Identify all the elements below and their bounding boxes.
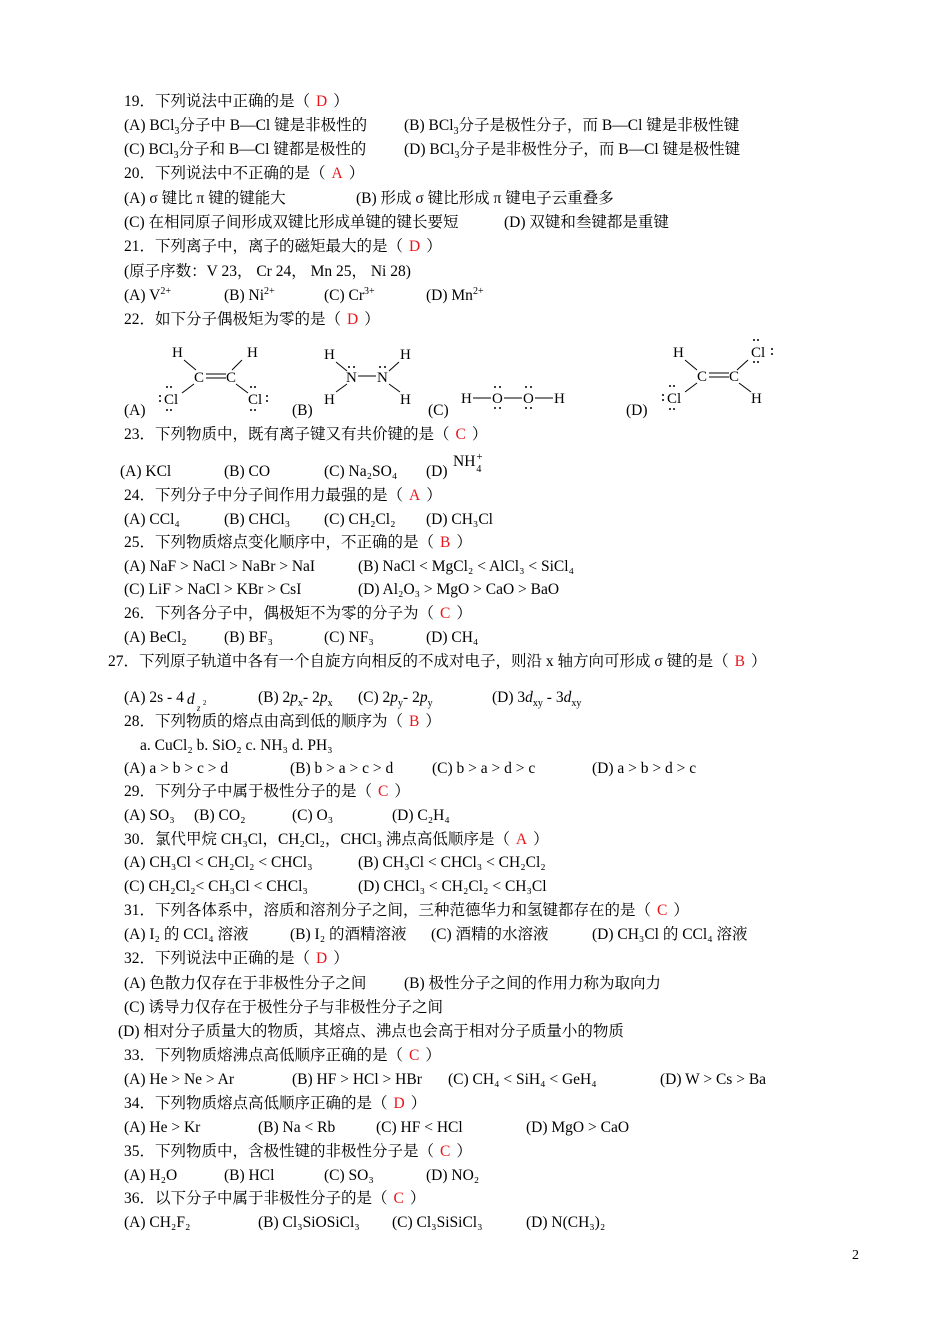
q34-option-c: (C) HF < HCl — [376, 1119, 463, 1136]
structure-d — [655, 335, 785, 415]
q22-answer: D — [347, 311, 359, 328]
q23-option-a: (A) KCl — [120, 463, 172, 480]
q32-option-c: (C) 诱导力仅存在于极性分子与非极性分子之间 — [124, 999, 444, 1016]
q26-answer: C — [440, 605, 451, 622]
q25-option-a: (A) NaF > NaCl > NaBr > NaI — [124, 558, 316, 575]
q28-items: a. CuCl₂ b. SiO₂ c. NH₃ d. PH₃ — [140, 737, 333, 754]
q33-option-d: (D) W > Cs > Ba — [660, 1071, 767, 1088]
q36-answer: C — [393, 1190, 404, 1207]
q28-option-c: (C) b > a > d > c — [432, 760, 536, 777]
struct-c-h2: H — [554, 391, 565, 407]
q25-answer: B — [440, 534, 451, 551]
q28-option-a: (A) a > b > c > d — [124, 760, 229, 777]
q23-stem: 23．下列物质中，既有离子键又有共价键的是（ C ） — [124, 426, 488, 443]
q31-option-b: (B) I₂ 的酒精溶液 — [290, 926, 407, 943]
q30-answer: A — [515, 831, 528, 848]
q31-option-d: (D) CH₃Cl 的 CCl₄ 溶液 — [592, 926, 748, 943]
struct-a-h1: H — [172, 345, 183, 361]
q33-option-c: (C) CH₄ < SiH₄ < GeH₄ — [448, 1071, 597, 1088]
q22-option-b-label: (B) — [292, 402, 313, 419]
q36-option-b: (B) Cl₃SiOSiCl₃ — [258, 1214, 360, 1231]
structure-b — [318, 340, 428, 415]
struct-d-cl2: Cl — [751, 345, 766, 361]
q29-option-d: (D) C₂H₄ — [392, 807, 450, 824]
q26-option-b: (B) BF₃ — [224, 629, 273, 646]
q20-option-a: (A) σ 键比 π 键的键能大 — [124, 190, 286, 207]
struct-d-h2: H — [751, 391, 762, 407]
q24-answer: A — [409, 487, 421, 504]
q20-option-d: (D) 双键和叁键都是重键 — [504, 214, 669, 231]
q26-option-a: (A) BeCl₂ — [124, 629, 187, 646]
q21-option-d: (D) $Mn^{2+}$ — [426, 285, 484, 304]
struct-b-h2: H — [400, 347, 411, 363]
q30-option-a: (A) CH₃Cl < CH₂Cl₂ < CHCl₃ — [124, 854, 313, 871]
q21-option-b: (B) $Ni^{2+}$ — [224, 285, 275, 304]
q36-option-c: (C) Cl₃SiSiCl₃ — [392, 1214, 483, 1231]
struct-c-o1: O — [492, 391, 503, 407]
struct-b-h3: H — [324, 392, 335, 408]
q34-answer: D — [393, 1095, 405, 1112]
q30-option-c: (C) CH₂Cl₂< CH₃Cl < CHCl₃ — [124, 878, 308, 895]
q32-stem: 32．下列说法中正确的是（ D ） — [124, 950, 349, 967]
q27-option-d: (D) $3d_{xy} - 3d_{xy}$ — [492, 689, 582, 710]
q28-stem: 28．下列物质的熔点由高到低的顺序为（ B ） — [124, 713, 441, 730]
q19-answer: D — [316, 93, 328, 110]
q26-option-c: (C) NF₃ — [324, 629, 374, 646]
q24-option-b: (B) CHCl₃ — [224, 511, 291, 528]
struct-d-c2: C — [729, 369, 740, 385]
q21-option-c: (C) $Cr^{3+}$ — [324, 285, 375, 304]
q20-option-b: (B) 形成 σ 键比形成 π 键电子云重叠多 — [356, 190, 614, 207]
q22-option-d-label: (D) — [626, 402, 648, 419]
q21-answer: D — [409, 238, 421, 255]
q21-option-a: (A) $V^{2+}$ — [124, 285, 171, 304]
q32-option-d: (D) 相对分子质量大的物质，其熔点、沸点也会高于相对分子质量小的物质 — [118, 1023, 624, 1040]
q22-option-c-label: (C) — [428, 402, 449, 419]
q36-option-a: (A) CH₂F₂ — [124, 1214, 191, 1231]
q32-option-b: (B) 极性分子之间的作用力称为取向力 — [404, 975, 662, 992]
q35-answer: C — [440, 1143, 451, 1160]
q24-option-a: (A) CCl₄ — [124, 511, 180, 528]
q29-answer: C — [378, 783, 389, 800]
q19-option-d: (D) BCl$_3$分子是非极性分子，而 B—Cl 键是极性键 — [404, 141, 741, 162]
q31-option-c: (C) 酒精的水溶液 — [431, 926, 549, 943]
q29-option-b: (B) CO₂ — [194, 807, 246, 824]
q21-note: (原子序数：V 23， Cr 24， Mn 25， Ni 28) — [124, 263, 411, 280]
q19-option-b: (B) BCl$_3$分子是极性分子，而 B—Cl 键是非极性键 — [404, 117, 740, 138]
q22-option-a-label: (A) — [124, 402, 146, 419]
q33-stem: 33．下列物质熔沸点高低顺序正确的是（ C ） — [124, 1047, 441, 1064]
q34-option-a: (A) He > Kr — [124, 1119, 201, 1136]
struct-a-cl2: Cl — [248, 392, 263, 408]
q27-option-a: (A) 2s - 4 d z 2 — [124, 689, 207, 713]
q20-stem: 20．下列说法中不正确的是（ A ） — [124, 165, 365, 182]
q28-answer: B — [409, 713, 420, 730]
struct-b-n1: N — [346, 370, 357, 386]
q33-answer: C — [409, 1047, 420, 1064]
struct-d-cl1: Cl — [667, 391, 682, 407]
q22-stem: 22．如下分子偶极矩为零的是（ D ） — [124, 311, 380, 328]
q19-stem: 19．下列说法中正确的是（ D ） — [124, 93, 349, 110]
struct-a-h2: H — [247, 345, 258, 361]
q27-option-b: (B) $2p_x-$ $2p_x$ — [258, 689, 333, 710]
q31-stem: 31．下列各体系中，溶质和溶剂分子之间，三种范德华力和氢键都存在的是（ C ） — [124, 902, 689, 919]
structure-a — [150, 340, 280, 415]
q23-option-d: (D) — [426, 463, 448, 480]
struct-b-h4: H — [400, 392, 411, 408]
q34-option-d: (D) MgO > CaO — [526, 1119, 630, 1136]
struct-a-c1: C — [194, 370, 205, 386]
page-number: 2 — [852, 1248, 859, 1263]
struct-a-cl1: Cl — [164, 392, 179, 408]
q23-answer: C — [455, 426, 466, 443]
q33-option-b: (B) HF > HCl > HBr — [292, 1071, 422, 1088]
structure-c — [455, 380, 575, 415]
q35-option-a: (A) H₂O — [124, 1167, 178, 1184]
q28-option-d: (D) a > b > d > c — [592, 760, 697, 777]
q24-option-c: (C) CH₂Cl₂ — [324, 511, 396, 528]
q27-stem: 27．下列原子轨道中各有一个自旋方向相反的不成对电子，则沿 x 轴方向可形成 σ 键的是（ B ） — [108, 653, 767, 670]
struct-a-c2: C — [226, 370, 237, 386]
q35-option-c: (C) SO₃ — [324, 1167, 374, 1184]
q19-option-a: (A) BCl$_3$分子中 B—Cl 键是非极性的 — [124, 117, 368, 138]
q24-stem: 24．下列分子中分子间作用力最强的是（ A ） — [124, 487, 442, 504]
q27-answer: B — [734, 653, 745, 670]
q32-answer: D — [316, 950, 328, 967]
q35-option-d: (D) NO₂ — [426, 1167, 480, 1184]
q34-option-b: (B) Na < Rb — [258, 1119, 336, 1136]
q21-stem: 21．下列离子中，离子的磁矩最大的是（ D ） — [124, 238, 442, 255]
q30-option-d: (D) CHCl₃ < CH₂Cl₂ < CH₃Cl — [358, 878, 547, 895]
struct-d-h1: H — [673, 345, 684, 361]
q29-option-c: (C) O₃ — [292, 807, 334, 824]
q30-stem: 30．氯代甲烷 CH₃Cl，CH₂Cl₂，CHCl₃ 沸点高低顺序是（ A ） — [124, 831, 549, 848]
q23-option-b: (B) CO — [224, 463, 271, 480]
q19-option-c: (C) BCl$_3$分子和 B—Cl 键都是极性的 — [124, 141, 367, 162]
q29-option-a: (A) SO₃ — [124, 807, 175, 824]
q25-option-b: (B) NaCl < MgCl₂ < AlCl₃ < SiCl₄ — [358, 558, 574, 575]
q26-option-d: (D) CH₄ — [426, 629, 479, 646]
struct-b-h1: H — [324, 347, 335, 363]
q24-option-d: (D) CH₃Cl — [426, 511, 493, 528]
q35-stem: 35．下列物质中，含极性键的非极性分子是（ C ） — [124, 1143, 472, 1160]
q20-answer: A — [331, 165, 343, 182]
q28-option-b: (B) b > a > c > d — [290, 760, 394, 777]
q20-option-c: (C) 在相同原子间形成双键比形成单键的键长要短 — [124, 214, 459, 231]
q36-stem: 36．以下分子中属于非极性分子的是（ C ） — [124, 1190, 426, 1207]
q36-option-d: (D) N(CH₃)₂ — [526, 1214, 606, 1231]
q23-option-c: (C) Na₂SO₄ — [324, 463, 398, 480]
struct-c-o2: O — [523, 391, 534, 407]
q25-option-d: (D) Al₂O₃ > MgO > CaO > BaO — [358, 581, 560, 598]
q31-answer: C — [657, 902, 668, 919]
q35-option-b: (B) HCl — [224, 1167, 275, 1184]
q31-option-a: (A) I₂ 的 CCl₄ 溶液 — [124, 926, 249, 943]
struct-b-n2: N — [377, 370, 388, 386]
q32-option-a: (A) 色散力仅存在于非极性分子之间 — [124, 975, 367, 992]
struct-d-c1: C — [697, 369, 708, 385]
q25-stem: 25．下列物质熔点变化顺序中，不正确的是（ B ） — [124, 534, 472, 551]
q23-ammonium-formula: NH + 4 — [453, 451, 483, 475]
struct-c-h1: H — [461, 391, 472, 407]
q33-option-a: (A) He > Ne > Ar — [124, 1071, 235, 1088]
q26-stem: 26．下列各分子中，偶极矩不为零的分子为（ C ） — [124, 605, 472, 622]
q29-stem: 29．下列分子中属于极性分子的是（ C ） — [124, 783, 410, 800]
q34-stem: 34．下列物质熔点高低顺序正确的是（ D ） — [124, 1095, 427, 1112]
q25-option-c: (C) LiF > NaCl > KBr > CsI — [124, 581, 302, 598]
q27-option-c: (C) $2p_y-$ $2p_y$ — [358, 689, 433, 710]
q30-option-b: (B) CH₃Cl < CHCl₃ < CH₂Cl₂ — [358, 854, 546, 871]
